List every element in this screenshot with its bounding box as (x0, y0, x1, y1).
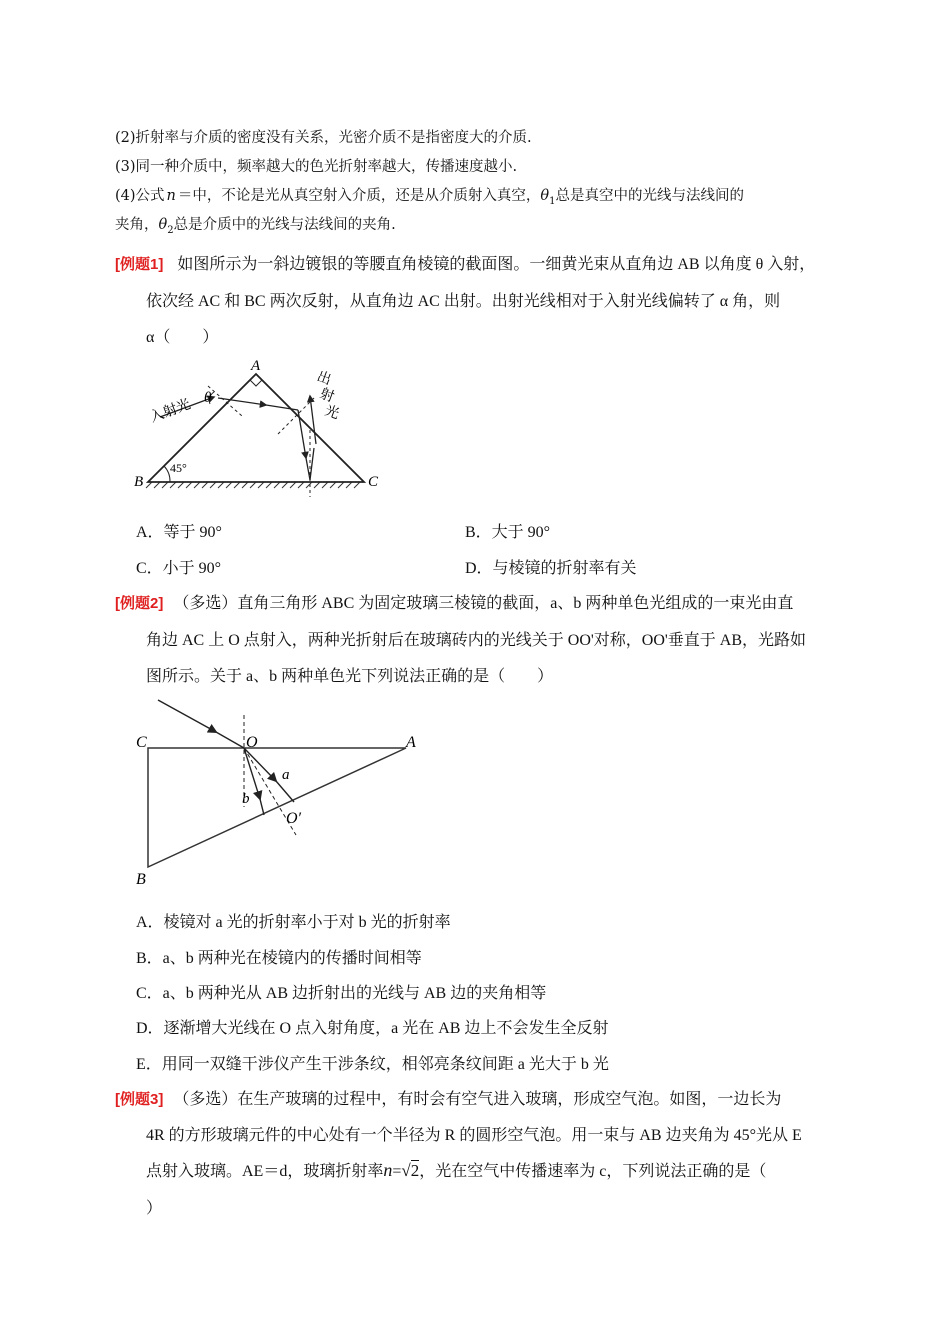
ex2-line1 (115, 590, 793, 613)
label-c: C (368, 474, 379, 490)
ex3-line2: 4R 的方形玻璃元件的中心处有一个半径为 R 的圆形空气泡。用一束与 AB 边夹角为 45°光从 E (146, 1127, 802, 1144)
note-4-line2a: 夹角， (115, 217, 159, 233)
ex1-line3: α（ ） (146, 329, 219, 346)
label-incident: 入射光 (148, 397, 193, 426)
label-45: 45° (170, 461, 187, 475)
label-o-prime: O′ (286, 810, 302, 827)
incident-ray-2 (158, 700, 216, 732)
right-angle-mark (250, 380, 262, 386)
ex3-eq: = (392, 1163, 402, 1180)
note-4-prefix: (4)公式 (115, 188, 165, 204)
label-o: O (246, 734, 258, 751)
ex2-text1: （多选）直角三角形 ABC 为固定玻璃三棱镜的截面，a、b 两种单色光组成的一束光由直 (173, 595, 794, 612)
ex3-line4: ） (146, 1200, 163, 1217)
ex2-option-b[interactable]: B．a、b 两种光在棱镜内的传播时间相等 (136, 950, 422, 967)
ex3-line3b: ，光在空气中传播速率为 c，下列说法正确的是（ (419, 1163, 767, 1180)
label-b-2: B (136, 871, 146, 888)
label-ray-a: a (282, 767, 290, 783)
ex3-sqrt: √2 (401, 1161, 420, 1180)
note-2: (2)折射率与介质的密度没有关系，光密介质不是指密度大的介质. (115, 130, 532, 146)
ex1-option-a[interactable]: A．等于 90° (136, 524, 222, 541)
label-ray-b: b (242, 791, 250, 807)
ex1-line2: 依次经 AC 和 BC 两次反射，从直角边 AC 出射。出射光线相对于入射光线偏转了 α 角，则 (146, 293, 781, 310)
ex1-text1: 如图所示为一斜边镀银的等腰直角棱镜的截面图。一细黄光束从直角边 AB 以角度 θ 入射， (177, 256, 816, 273)
theta-1-sub: 1 (549, 195, 556, 207)
ex2-option-c[interactable]: C．a、b 两种光从 AB 边折射出的光线与 AB 边的夹角相等 (136, 985, 547, 1002)
label-a: A (251, 358, 261, 374)
formula-n: n (166, 188, 176, 204)
ex1-option-c[interactable]: C．小于 90° (136, 560, 222, 577)
ex3-line3 (146, 1158, 766, 1181)
exit-ray (310, 396, 316, 444)
ray-2 (298, 410, 306, 458)
ex3-tag: [例题3] (115, 1091, 164, 1108)
ex1-option-b[interactable]: B．大于 90° (465, 524, 551, 541)
ex1-line1 (115, 251, 815, 274)
theta-1: θ (540, 188, 550, 204)
ray-a-b (276, 781, 294, 802)
ex1-figure (130, 352, 390, 497)
ex1-tag: [例题1] (115, 256, 164, 273)
note-4-rest: ＝中，不论是光从真空射入介质，还是从介质射入真空， (177, 188, 541, 204)
ex1-option-d[interactable]: D．与棱镜的折射率有关 (465, 560, 637, 577)
label-a-2: A (406, 734, 416, 751)
ray-1b (266, 405, 298, 410)
ex3-sqrt-body: 2 (410, 1161, 420, 1180)
ex3-text1: （多选）在生产玻璃的过程中，有时会有空气进入玻璃，形成空气泡。如图，一边长为 (173, 1091, 782, 1108)
ray-b-b (260, 799, 264, 815)
ex2-line3: 图所示。关于 a、b 两种单色光下列说法正确的是（ ） (146, 668, 554, 685)
ex3-line3a: 点射入玻璃。AE＝d，玻璃折射率 (146, 1163, 384, 1180)
incident-ray-2b (216, 732, 244, 748)
ray-3 (310, 448, 314, 480)
note-4-end: 总是真空中的光线与法线间的 (555, 188, 744, 204)
ex2-option-e[interactable]: E．用同一双缝干涉仪产生干涉条纹，相邻亮条纹间距 a 光大于 b 光 (136, 1056, 609, 1073)
ex3-line1 (115, 1086, 781, 1109)
label-exit-2: 射 (317, 386, 336, 406)
ray-2b (306, 458, 310, 480)
label-theta: θ (204, 390, 212, 406)
ex2-figure (130, 695, 430, 890)
label-c-2: C (136, 734, 147, 751)
note-4-line2b: 总是介质中的光线与法线间的夹角. (173, 217, 396, 233)
prism-outline-2 (148, 748, 406, 867)
note-3: (3)同一种介质中，频率越大的色光折射率越大，传播速度越小. (115, 159, 518, 175)
ex2-tag: [例题2] (115, 595, 164, 612)
note-4-line2 (115, 215, 396, 241)
ex2-option-a[interactable]: A．棱镜对 a 光的折射率小于对 b 光的折射率 (136, 914, 451, 931)
label-b: B (134, 474, 144, 490)
theta-2-sub: 2 (167, 224, 174, 236)
label-exit-3: 光 (322, 403, 341, 423)
ex2-option-d[interactable]: D．逐渐增大光线在 O 点入射角度，a 光在 AB 边上不会发生全反射 (136, 1020, 609, 1037)
theta-2: θ (158, 217, 168, 233)
ex3-n-var: n (383, 1160, 393, 1180)
note-4-line1 (115, 186, 744, 212)
ex2-line2: 角边 AC 上 O 点射入，两种光折射后在玻璃砖内的光线关于 OO'对称，OO'垂直于 AB，光路如 (146, 632, 806, 649)
label-exit-1: 出 (314, 369, 333, 389)
